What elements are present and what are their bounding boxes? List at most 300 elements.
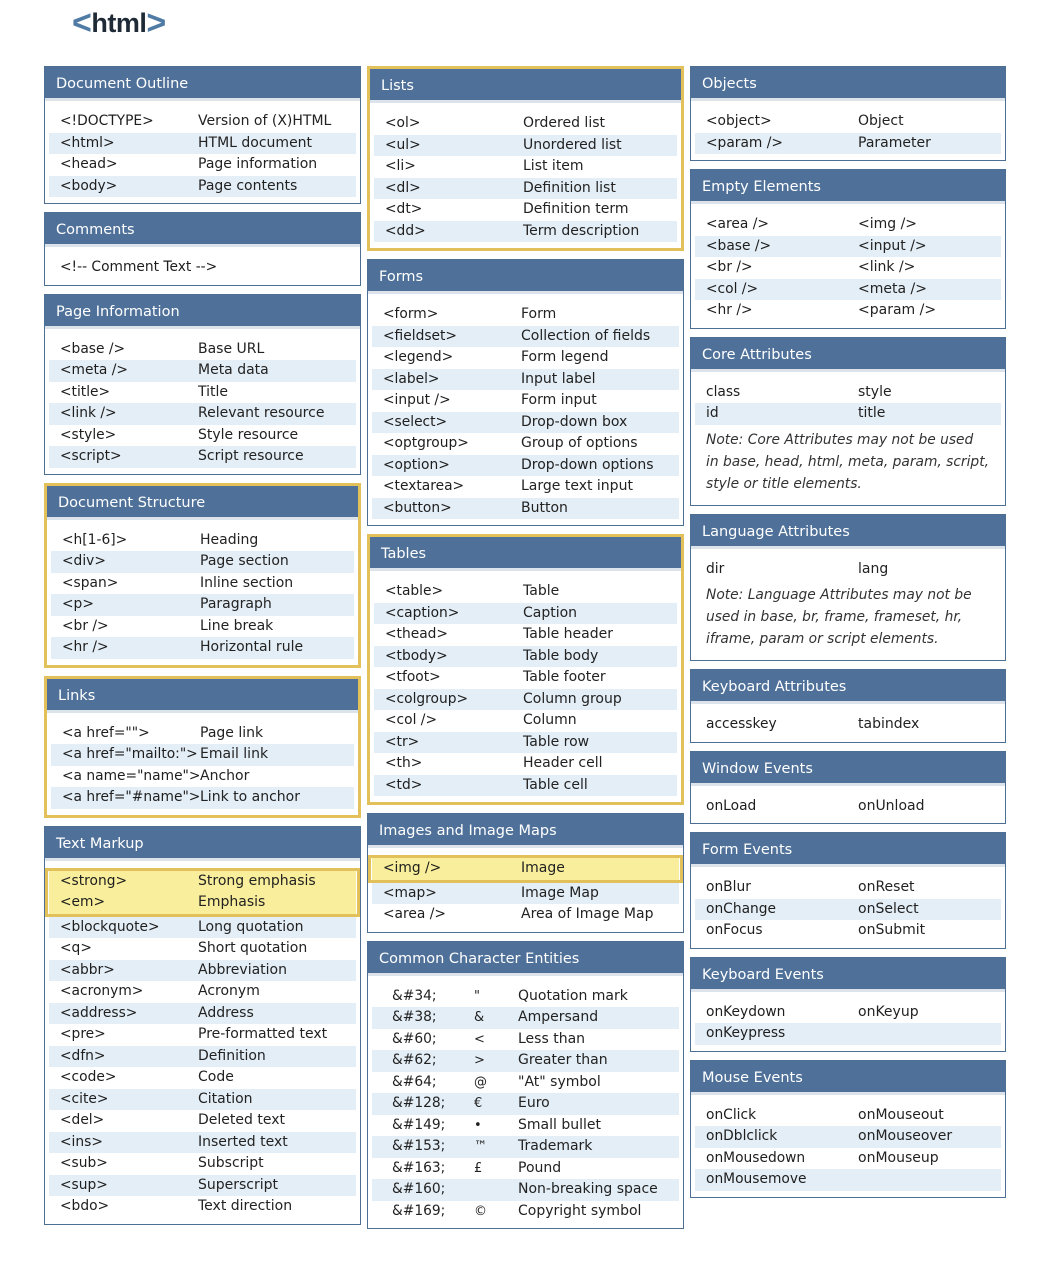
element-description: Code — [198, 1069, 234, 1085]
section-title: Document Outline — [45, 67, 360, 101]
table-row — [695, 1105, 1001, 1127]
entity-description: Greater than — [518, 1052, 608, 1068]
element-description: Long quotation — [198, 918, 304, 935]
entity-glyph: > — [474, 1053, 485, 1068]
element-description: Large text input — [521, 478, 633, 494]
element-tag: <area /> — [383, 906, 446, 922]
highlighted-rows — [45, 868, 360, 917]
section-body — [370, 571, 681, 802]
table-row — [49, 1089, 356, 1111]
table-row — [374, 775, 677, 797]
section-title: Common Character Entities — [368, 942, 683, 976]
section-doc-structure — [44, 483, 361, 668]
section-title: Images and Image Maps — [368, 814, 683, 848]
section-forms — [367, 259, 684, 526]
table-row — [51, 530, 354, 552]
element-tag: <fieldset> — [383, 327, 457, 344]
entity-glyph: " — [474, 988, 480, 1004]
element-description: Image — [521, 860, 565, 876]
element-tag: <sub> — [60, 1155, 108, 1171]
element-description — [198, 257, 356, 279]
entity-description: Small bullet — [518, 1116, 601, 1133]
table-row — [372, 369, 679, 391]
element-tag: onKeypress — [706, 1025, 786, 1041]
element-tag: onLoad — [706, 797, 757, 814]
element-tag: <option> — [383, 456, 450, 473]
element-description: Emphasis — [198, 894, 266, 910]
entity-code: &#38; — [392, 1009, 437, 1025]
table-row — [695, 1126, 1001, 1148]
section-title: Text Markup — [45, 827, 360, 861]
table-row — [372, 476, 679, 498]
element-description: Header cell — [523, 755, 603, 771]
element-description: onMouseup — [858, 1149, 939, 1166]
entity-code: &#163; — [392, 1159, 446, 1176]
section-body — [368, 294, 683, 525]
table-row — [374, 156, 677, 178]
table-row — [49, 960, 356, 982]
element-tag: onFocus — [706, 922, 763, 938]
table-row — [374, 689, 677, 711]
element-tag: <object> — [706, 113, 772, 129]
entity-description: Copyright symbol — [518, 1202, 642, 1219]
section-body — [691, 992, 1005, 1051]
element-tag: onDblclick — [706, 1128, 778, 1144]
section-empty-elements — [690, 169, 1006, 329]
table-row — [374, 581, 677, 603]
element-tag: <li> — [385, 158, 416, 174]
element-tag: <address> — [60, 1004, 138, 1021]
element-tag: <ins> — [60, 1133, 103, 1150]
element-tag: dir — [706, 560, 725, 577]
element-tag: <col /> — [706, 280, 759, 297]
table-row — [374, 135, 677, 157]
section-objects — [690, 66, 1006, 161]
element-description: Strong emphasis — [198, 872, 316, 889]
table-row — [372, 326, 679, 348]
element-tag: <tfoot> — [385, 669, 441, 685]
element-description: Horizontal rule — [200, 639, 304, 655]
section-body — [691, 1095, 1005, 1197]
table-row — [49, 339, 356, 361]
element-tag: <tr> — [385, 733, 420, 750]
element-description: Drop-down box — [521, 413, 628, 430]
table-row — [374, 178, 677, 200]
element-tag: <caption> — [385, 604, 460, 621]
table-row — [372, 1029, 679, 1051]
element-tag: <div> — [62, 553, 106, 569]
entity-glyph: < — [474, 1031, 485, 1047]
entity-code: &#149; — [392, 1116, 446, 1133]
table-row — [372, 412, 679, 434]
section-core-attributes — [690, 337, 1006, 506]
table-row — [374, 710, 677, 732]
section-body — [691, 704, 1005, 742]
element-tag: <th> — [385, 755, 423, 771]
table-row — [49, 1153, 356, 1175]
element-tag: <ul> — [385, 136, 421, 153]
section-body — [691, 867, 1005, 948]
element-tag: <meta /> — [60, 362, 128, 378]
element-description: Acronym — [198, 983, 260, 999]
element-tag: <ol> — [385, 115, 421, 131]
column-right — [690, 66, 1006, 1198]
entity-description: Ampersand — [518, 1009, 599, 1025]
element-tag: <hr /> — [62, 639, 109, 655]
element-tag: <base /> — [706, 237, 772, 254]
element-description: Table footer — [523, 669, 606, 685]
element-description: Pre-formatted text — [198, 1026, 328, 1042]
element-description: Definition — [198, 1047, 266, 1064]
section-note: Note: Language Attributes may not be used in base, br, frame, frameset, hr, iframe, param or script elements. — [706, 587, 972, 647]
section-keyboard-events — [690, 957, 1006, 1052]
section-title: Page Information — [45, 295, 360, 329]
section-images — [367, 813, 684, 933]
element-description: Form input — [521, 392, 597, 408]
table-row — [695, 1023, 1001, 1045]
element-tag: class — [706, 383, 741, 400]
element-description: Version of (X)HTML — [198, 113, 332, 129]
table-row — [49, 871, 356, 893]
table-row — [372, 904, 679, 926]
table-row — [372, 1179, 679, 1201]
element-description: <input /> — [858, 237, 927, 254]
table-row — [695, 300, 1001, 322]
entity-code: &#128; — [392, 1095, 446, 1111]
element-tag: <strong> — [60, 872, 128, 889]
table-row — [372, 1072, 679, 1094]
element-tag: <map> — [383, 884, 437, 901]
element-tag: <style> — [60, 426, 117, 443]
element-tag: <colgroup> — [385, 690, 469, 707]
section-links — [44, 676, 361, 818]
element-description: Term description — [523, 222, 640, 239]
column-left — [44, 66, 361, 1225]
element-tag: <select> — [383, 413, 448, 430]
section-page-info — [44, 294, 361, 475]
section-title: Forms — [368, 260, 683, 294]
element-description: Inserted text — [198, 1133, 288, 1150]
section-title: Links — [47, 679, 358, 713]
element-description: Script resource — [198, 448, 304, 464]
element-tag: <body> — [60, 177, 118, 194]
table-row — [51, 787, 354, 809]
element-description: <param /> — [858, 302, 937, 318]
element-tag: <!DOCTYPE> — [60, 113, 154, 129]
table-row — [695, 714, 1001, 736]
element-description: Style resource — [198, 426, 299, 443]
element-description: onSubmit — [858, 922, 926, 938]
element-description: title — [858, 405, 886, 421]
element-description: Superscript — [198, 1176, 279, 1193]
table-row — [49, 1003, 356, 1025]
section-lists — [367, 66, 684, 251]
table-row — [374, 753, 677, 775]
table-row — [695, 920, 1001, 942]
element-tag: accesskey — [706, 716, 777, 732]
element-description: Citation — [198, 1090, 253, 1107]
section-title: Tables — [370, 537, 681, 571]
table-row — [49, 892, 356, 914]
element-tag: <optgroup> — [383, 435, 469, 451]
section-title: Core Attributes — [691, 338, 1005, 372]
table-row — [695, 279, 1001, 301]
element-description: Unordered list — [523, 136, 622, 153]
element-tag: <dfn> — [60, 1047, 106, 1064]
element-tag: <acronym> — [60, 983, 144, 999]
element-tag: <input /> — [383, 392, 451, 408]
section-title: Window Events — [691, 752, 1005, 786]
section-body — [691, 372, 1005, 505]
table-row — [695, 899, 1001, 921]
element-tag: <cite> — [60, 1090, 109, 1107]
table-row — [372, 1093, 679, 1115]
entity-code: &#153; — [392, 1138, 446, 1154]
element-description: onMouseover — [858, 1128, 953, 1144]
element-description: Definition term — [523, 201, 629, 217]
entity-glyph: £ — [474, 1160, 483, 1176]
table-row — [374, 732, 677, 754]
element-description: Abbreviation — [198, 961, 287, 978]
element-description: Group of options — [521, 435, 638, 451]
element-tag: onMousemove — [706, 1171, 807, 1187]
element-tag: <form> — [383, 306, 439, 322]
table-row — [695, 403, 1001, 425]
entity-description: Quotation mark — [518, 987, 628, 1004]
section-title: Empty Elements — [691, 170, 1005, 204]
element-description: Table row — [523, 733, 590, 750]
element-description: Collection of fields — [521, 327, 651, 344]
table-row — [372, 433, 679, 455]
table-row — [374, 199, 677, 221]
table-row — [49, 176, 356, 198]
entity-description: Euro — [518, 1095, 550, 1111]
element-description: Short quotation — [198, 940, 308, 956]
element-tag: onClick — [706, 1106, 757, 1123]
section-tables — [367, 534, 684, 805]
element-tag: <dl> — [385, 179, 421, 196]
table-row — [372, 1201, 679, 1223]
element-tag: <em> — [60, 894, 106, 910]
section-title: Keyboard Events — [691, 958, 1005, 992]
element-description: onUnload — [858, 797, 925, 814]
element-tag: <hr /> — [706, 302, 753, 318]
table-row — [372, 883, 679, 905]
entity-glyph: ™ — [474, 1139, 487, 1154]
element-description: <img /> — [858, 216, 918, 232]
element-tag: <link /> — [60, 405, 117, 421]
entity-description: "At" symbol — [518, 1073, 601, 1090]
element-description: Paragraph — [200, 596, 272, 612]
element-description: tabindex — [858, 716, 920, 732]
element-tag: <html> — [60, 134, 115, 151]
table-row — [374, 624, 677, 646]
element-tag: <code> — [60, 1069, 117, 1085]
entity-code: &#169; — [392, 1202, 446, 1219]
section-title: Lists — [370, 69, 681, 103]
table-row — [49, 403, 356, 425]
element-description: Form — [521, 306, 557, 322]
entity-glyph: • — [474, 1117, 482, 1133]
element-tag: id — [706, 405, 719, 421]
table-row — [695, 133, 1001, 155]
section-title: Mouse Events — [691, 1061, 1005, 1095]
element-description: lang — [858, 560, 889, 577]
element-tag: <label> — [383, 370, 440, 387]
element-description: Page section — [200, 553, 289, 569]
table-row — [695, 111, 1001, 133]
entity-code: &#64; — [392, 1073, 437, 1090]
element-tag: <param /> — [706, 134, 783, 151]
element-description: Link to anchor — [200, 789, 300, 805]
element-description: Form legend — [521, 349, 609, 365]
element-description: Input label — [521, 370, 596, 387]
element-tag: <blockquote> — [60, 918, 160, 935]
element-description: Parameter — [858, 134, 931, 151]
element-description: Table — [523, 583, 560, 599]
table-row — [51, 616, 354, 638]
table-row — [695, 236, 1001, 258]
element-tag: <span> — [62, 574, 119, 591]
section-body — [45, 101, 360, 203]
table-row — [49, 1046, 356, 1068]
element-description: Table cell — [523, 776, 588, 793]
table-row — [51, 766, 354, 788]
table-row — [49, 360, 356, 382]
element-description: Title — [198, 383, 229, 400]
element-description: Meta data — [198, 362, 269, 378]
element-tag: <h[1-6]> — [62, 531, 128, 548]
element-description: onMouseout — [858, 1106, 944, 1123]
table-row — [372, 858, 679, 880]
element-description: Column group — [523, 690, 622, 707]
highlighted-rows — [368, 855, 683, 883]
table-row — [372, 455, 679, 477]
section-window-events — [690, 751, 1006, 825]
element-description: Table header — [523, 626, 613, 642]
element-tag: <td> — [385, 776, 423, 793]
column-middle — [367, 66, 684, 1229]
table-row — [49, 382, 356, 404]
element-description: Ordered list — [523, 115, 605, 131]
table-row — [49, 917, 356, 939]
section-title: Language Attributes — [691, 515, 1005, 549]
section-body — [47, 713, 358, 815]
table-row — [51, 573, 354, 595]
table-row — [374, 221, 677, 243]
table-row — [695, 214, 1001, 236]
element-description: onKeyup — [858, 1003, 919, 1020]
element-description: Button — [521, 499, 568, 516]
table-row — [49, 1067, 356, 1089]
html-logo: <html> — [72, 4, 166, 42]
entity-glyph: @ — [474, 1074, 487, 1090]
element-description: <link /> — [858, 259, 916, 275]
section-form-events — [690, 832, 1006, 949]
table-row — [49, 981, 356, 1003]
element-description: Area of Image Map — [521, 906, 654, 922]
table-row — [51, 551, 354, 573]
table-row — [49, 1024, 356, 1046]
element-description: Object — [858, 113, 904, 129]
element-tag: <area /> — [706, 216, 769, 232]
table-row — [49, 133, 356, 155]
element-description: Line break — [200, 617, 274, 634]
entity-code: &#60; — [392, 1030, 437, 1047]
table-row — [49, 111, 356, 133]
entity-code: &#62; — [392, 1052, 437, 1068]
element-tag: onMousedown — [706, 1149, 806, 1166]
table-row — [49, 154, 356, 176]
section-doc-outline — [44, 66, 361, 204]
element-description: Address — [198, 1004, 254, 1021]
element-tag: <dt> — [385, 201, 423, 217]
section-body — [691, 549, 1005, 661]
element-description: Relevant resource — [198, 405, 325, 421]
section-comments — [44, 212, 361, 286]
section-body — [691, 204, 1005, 328]
table-row — [695, 382, 1001, 404]
section-title: Keyboard Attributes — [691, 670, 1005, 704]
element-description: Column — [523, 712, 577, 728]
entity-glyph: & — [474, 1010, 485, 1025]
element-description: HTML document — [198, 134, 313, 151]
table-row — [372, 347, 679, 369]
section-entities — [367, 941, 684, 1230]
table-row — [51, 723, 354, 745]
element-tag: onChange — [706, 900, 777, 917]
element-description: onSelect — [858, 900, 919, 917]
element-tag: <a href="#name"> — [62, 789, 201, 805]
element-description: Base URL — [198, 340, 265, 357]
element-description: Heading — [200, 531, 259, 548]
section-title: Document Structure — [47, 486, 358, 520]
element-tag: <br /> — [62, 617, 109, 634]
table-row — [372, 1136, 679, 1158]
element-tag: <q> — [60, 940, 92, 956]
element-description: Caption — [523, 604, 578, 621]
entity-description: Trademark — [518, 1138, 593, 1154]
table-row — [49, 1196, 356, 1218]
table-row — [49, 257, 356, 279]
element-tag: <a name="name"> — [62, 767, 201, 784]
element-description — [858, 1169, 1001, 1191]
section-mouse-events — [690, 1060, 1006, 1198]
entity-glyph: € — [474, 1096, 483, 1111]
element-tag: <title> — [60, 383, 111, 400]
table-row — [49, 425, 356, 447]
element-description: Page link — [200, 724, 264, 741]
section-title: Objects — [691, 67, 1005, 101]
table-row — [374, 603, 677, 625]
table-row — [695, 877, 1001, 899]
table-row — [372, 1007, 679, 1029]
element-tag: onKeydown — [706, 1003, 786, 1020]
section-text-markup — [44, 826, 361, 1225]
element-tag: <sup> — [60, 1176, 108, 1193]
table-row — [49, 1175, 356, 1197]
element-description: Definition list — [523, 179, 616, 196]
element-tag: <p> — [62, 596, 94, 612]
element-description: onReset — [858, 879, 915, 895]
element-description: Image Map — [521, 884, 599, 901]
table-row — [695, 1169, 1001, 1191]
table-row — [49, 938, 356, 960]
element-description: style — [858, 383, 892, 400]
element-description: Subscript — [198, 1155, 264, 1171]
table-row — [695, 257, 1001, 279]
section-title: Form Events — [691, 833, 1005, 867]
